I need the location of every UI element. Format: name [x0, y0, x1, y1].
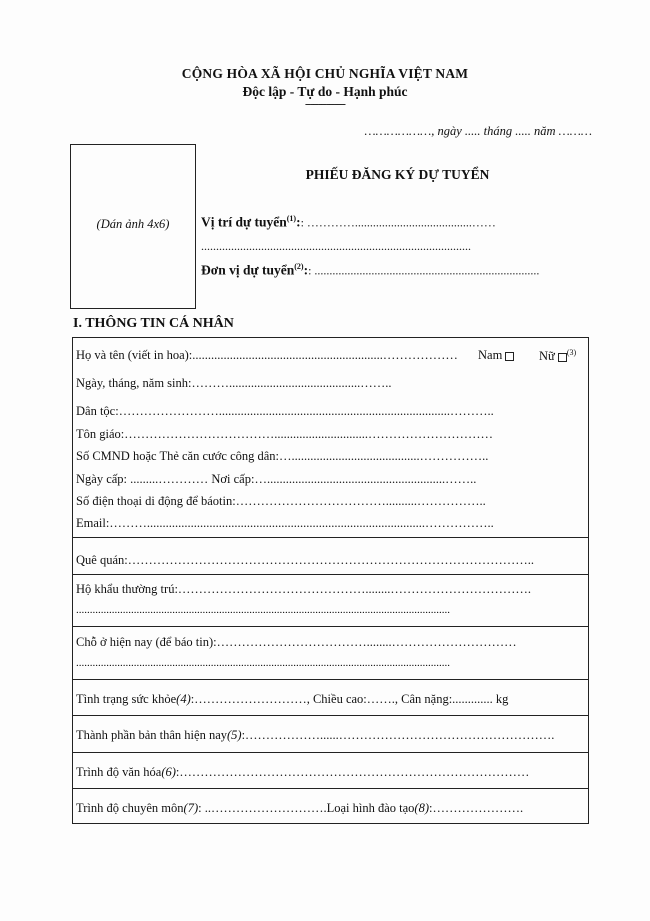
full-name-field: Họ và tên (viết in hoa):.............................................................……………… — [76, 348, 458, 362]
position-dots-2: .......................................................................................... — [201, 239, 471, 253]
health-field: Tình trạng sức khỏe(4):………………………, Chiều cao:……., Cân nặng:............. kg — [76, 692, 509, 706]
email-field: Email:……….........................................................................................…………….. — [76, 516, 494, 530]
divider — [73, 679, 588, 680]
country-title: CỘNG HÒA XÃ HỘI CHỦ NGHĨA VIỆT NAM — [181, 66, 469, 81]
residence-field: Hộ khẩu thường trú:………………………………………........……………………………. — [76, 582, 532, 596]
residence-dots: ........................................................................................................................................ — [76, 604, 450, 616]
position-row: Vị trí dự tuyển$^{(1)}$:: ………….......................................…… — [201, 214, 496, 230]
unit-dots: : ........................................................................... — [308, 263, 540, 278]
hometown-field: Quê quán:…………………………………………………………………………………….. — [76, 553, 534, 567]
form-title: PHIẾU ĐĂNG KÝ DỰ TUYỂN — [305, 167, 490, 182]
professional-field: Trình độ chuyên môn(7): ..……………………….Loại hình đào tạo(8):…………………. — [76, 801, 524, 815]
male-checkbox — [505, 352, 514, 361]
education-field: Trình độ văn hóa(6):………………………………………………………………………… — [76, 765, 530, 779]
position-footnote: (1) — [286, 214, 297, 223]
divider — [73, 574, 588, 575]
date-line: ………………, ngày ..... tháng ..... năm ……… — [364, 124, 592, 138]
position-label: Vị trí dự tuyển — [201, 214, 287, 230]
background-field: Thành phần bản thân hiện nay(5):………………......……………………………………………. — [76, 728, 555, 742]
photo-box — [70, 144, 196, 309]
current-address-field: Chỗ ở hiện nay (để báo tin):………………………………........………………………… — [76, 635, 517, 649]
phone-field: Số điện thoại di động để báotin:………………………………..........…………….. — [76, 494, 486, 508]
header-rule: --------------- — [305, 98, 345, 110]
position-dots: : ………….......................................…… — [300, 215, 496, 230]
current-address-dots: ........................................................................................................................................ — [76, 657, 450, 669]
divider — [73, 715, 588, 716]
dob-field: Ngày, tháng, năm sinh:………..........................................…….. — [76, 376, 392, 390]
gender-male-option: Nam — [478, 348, 514, 363]
id-number-field: Số CMND hoặc Thẻ căn cước công dân:….........................................…………….. — [76, 449, 489, 463]
unit-label: Đơn vị dự tuyển — [201, 262, 295, 278]
section-personal-info-title: I. THÔNG TIN CÁ NHÂN — [73, 316, 234, 331]
national-motto: Độc lập - Tự do - Hạnh phúc — [242, 84, 408, 99]
female-checkbox — [558, 353, 567, 362]
religion-field: Tôn giáo:………………………………..............................………………………… — [76, 427, 494, 441]
ethnicity-field: Dân tộc:……………………..........................................................................……….. — [76, 404, 494, 418]
photo-label: (Dán ảnh 4x6) — [96, 217, 170, 231]
divider — [73, 788, 588, 789]
unit-row: Đơn vị dự tuyển$^{(2)}$:: ........................................................................... — [201, 262, 540, 278]
divider — [73, 626, 588, 627]
unit-footnote: (2) — [294, 262, 304, 271]
gender-female-option: Nữ $^{(3)}$ — [539, 348, 577, 364]
personal-info-table — [72, 337, 589, 824]
divider — [73, 752, 588, 753]
issue-date-field: Ngày cấp: .........………… Nơi cấp:….........................................................…….. — [76, 472, 477, 486]
divider — [73, 537, 588, 538]
